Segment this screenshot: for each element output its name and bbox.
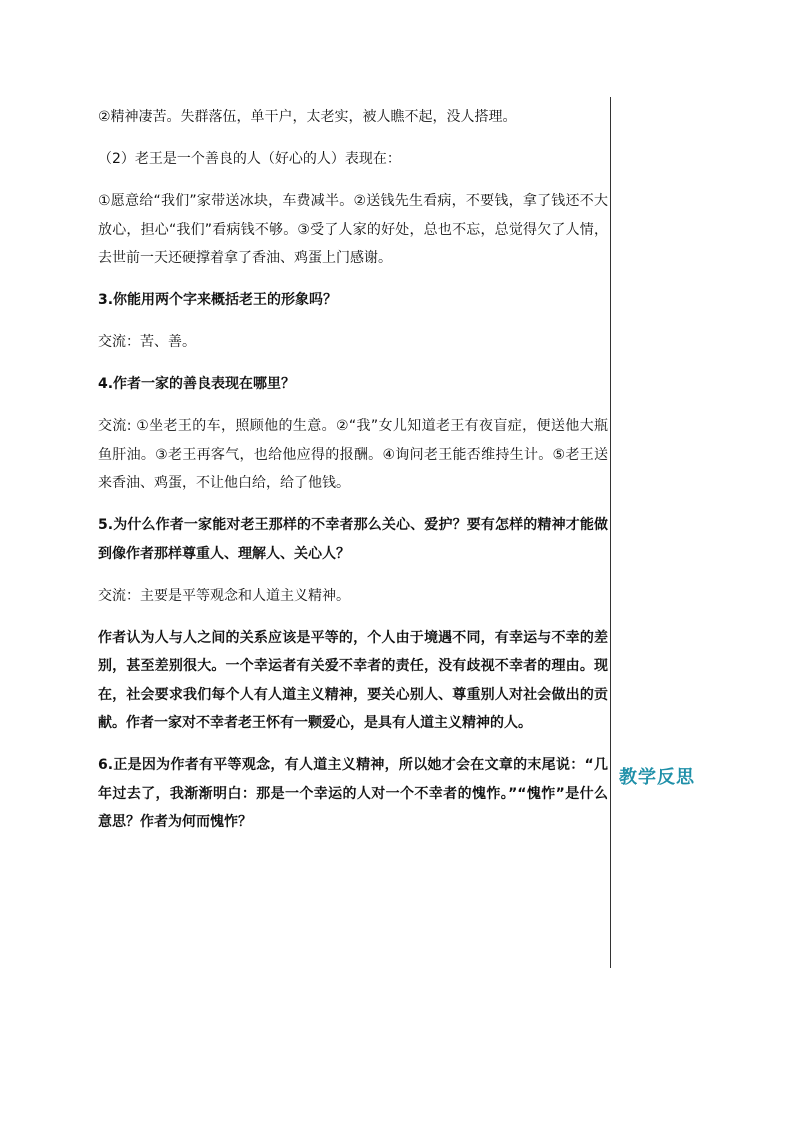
paragraph-kindness-details: ①愿意给“我们”家带送冰块，车费减半。②送钱先生看病，不要钱，拿了钱还不大放心，担心“我们”看病钱不够。③受了人家的好处，总也不忘，总觉得欠了人情，去世前一天还硬撑着拿了香油、鸡蛋上门感谢。 (98, 193, 608, 266)
teaching-reflection-title: 教学反思 (619, 767, 695, 788)
question-4: 4.作者一家的善良表现在哪里？ (98, 376, 296, 392)
answer-5-explanation: 作者认为人与人之间的关系应该是平等的，个人由于境遇不同，有幸运与不幸的差别，甚至差别很大。一个幸运者有关爱不幸者的责任，没有歧视不幸者的理由。现在，社会要求我们每个人有人道主义精神，要关心别人、尊重别人对社会做出的贡献。作者一家对不幸者老王怀有一颗爱心，是具有人道主义精神的人。 (98, 629, 608, 731)
question-5: 5.为什么作者一家能对老王那样的不幸者那么关心、爱护？要有怎样的精神才能做到像作者那样尊重人、理解人、关心人？ (98, 517, 608, 562)
paragraph-mental-suffering: ②精神凄苦。失群落伍，单干户，太老实，被人瞧不起，没人搭理。 (98, 109, 517, 125)
paragraph-kindness-heading: （2）老王是一个善良的人（好心的人）表现在： (98, 151, 401, 167)
answer-5: 交流：主要是平等观念和人道主义精神。 (98, 587, 350, 604)
column-divider (610, 97, 611, 968)
question-3: 3.你能用两个字来概括老王的形象吗？ (98, 292, 338, 308)
answer-3: 交流：苦、善。 (98, 334, 196, 350)
answer-4: 交流: ①坐老王的车，照顾他的生意。②“我”女儿知道老王有夜盲症，便送他大瓶鱼肝油。③老王再客气，也给他应得的报酬。④询问老王能否维持生计。⑤老王送来香油、鸡蛋，不让他白给，给了他钱。 (98, 418, 608, 491)
question-6: 6.正是因为作者有平等观念，有人道主义精神，所以她才会在文章的末尾说：“几年过去了，我渐渐明白：那是一个幸运的人对一个不幸者的愧怍。”“愧怍”是什么意思？作者为何而愧怍？ (98, 757, 608, 830)
lesson-content (98, 103, 608, 850)
